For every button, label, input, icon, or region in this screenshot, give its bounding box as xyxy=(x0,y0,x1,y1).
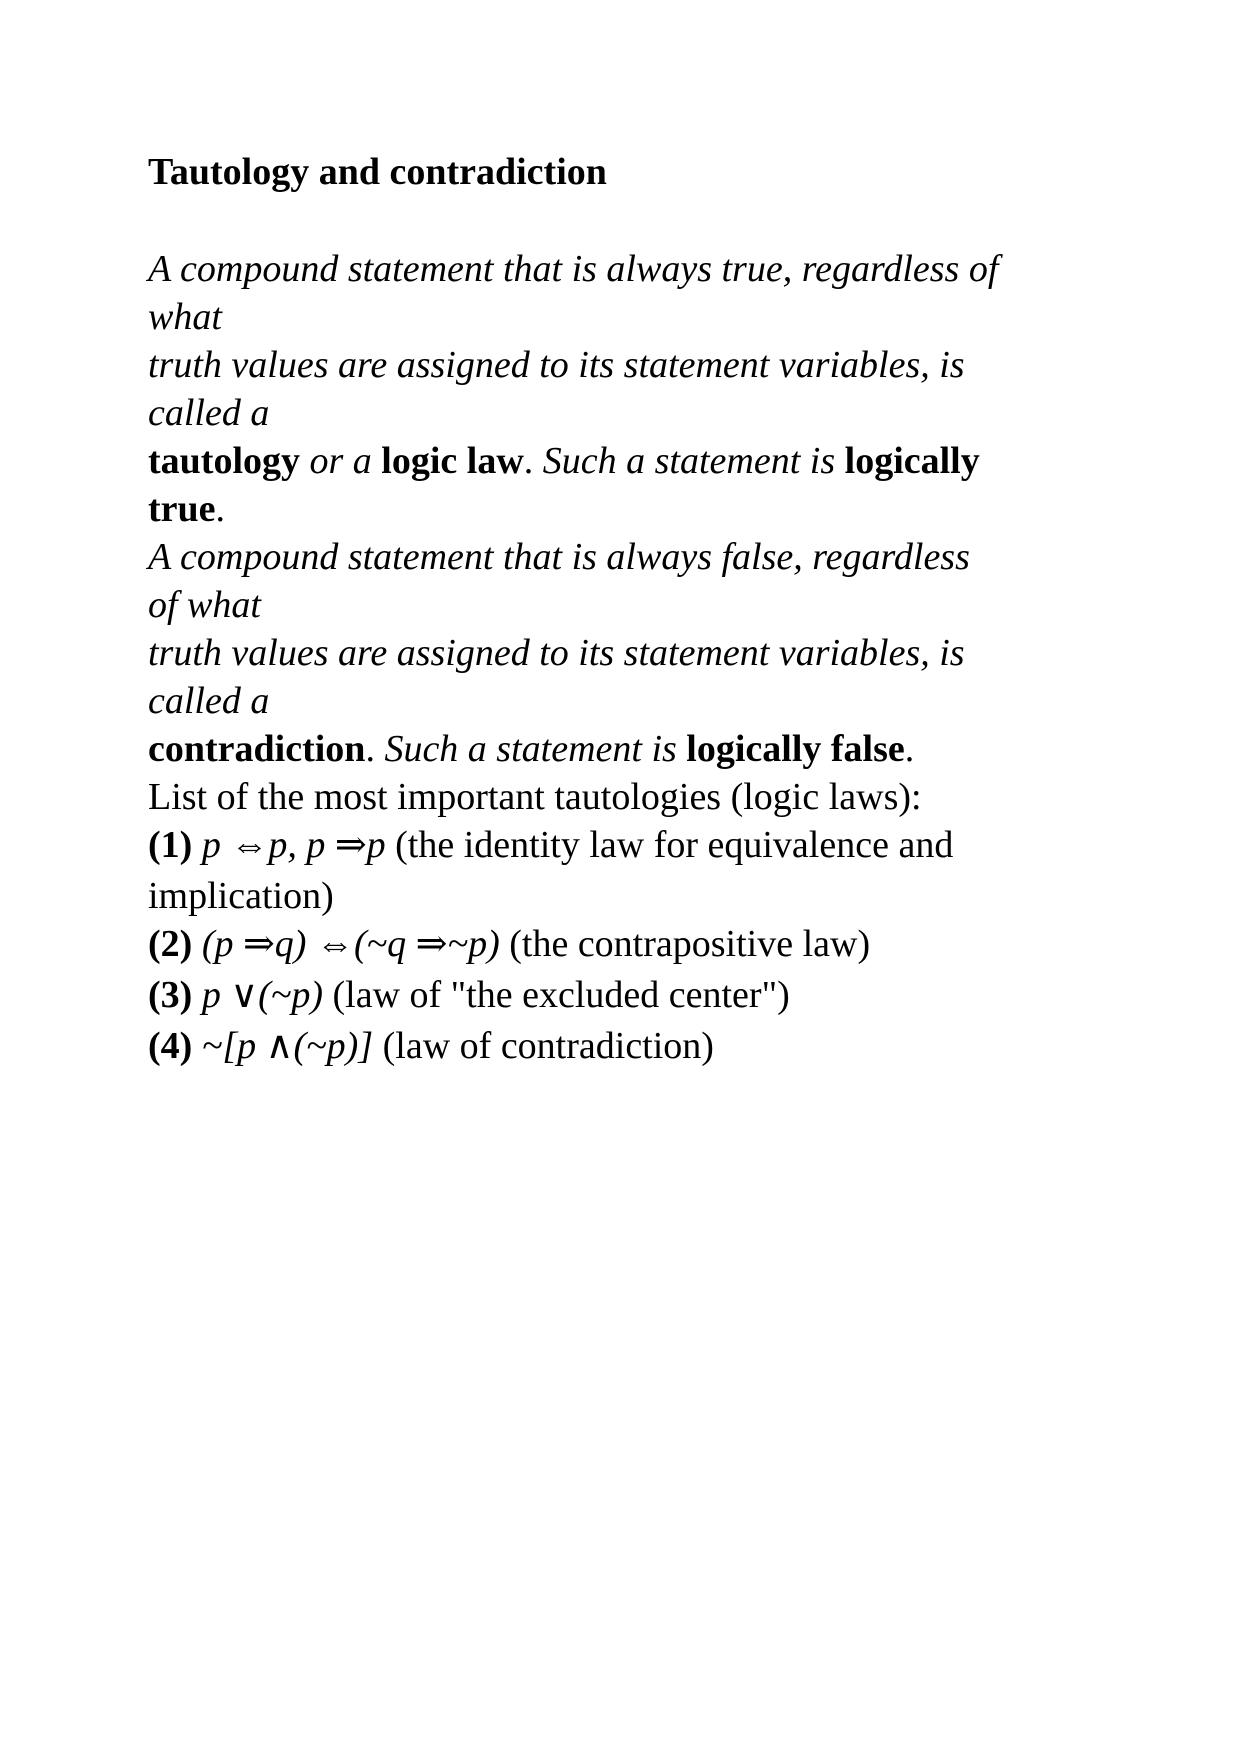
law-3 xyxy=(148,971,1108,1022)
contradiction-dot: . xyxy=(365,728,385,770)
law-1 xyxy=(148,821,1108,872)
tautology-dot: . xyxy=(523,440,543,482)
law-1-description: (the identity law for equivalence and xyxy=(385,824,954,866)
law-3-formula: p ∨(~p) xyxy=(201,974,323,1016)
law-2-formula: (p ⇒q) ⇔(~q ⇒~p) xyxy=(192,923,500,965)
tautology-end-dot: . xyxy=(215,488,226,530)
term-logically-false: logically false xyxy=(686,728,905,770)
law-1-continuation: implication) xyxy=(148,875,334,917)
term-tautology: tautology xyxy=(148,440,300,482)
tautology-sentence-2: Such a statement is xyxy=(542,440,845,482)
term-true: true xyxy=(148,488,216,530)
law-3-description: (law of "the excluded center") xyxy=(323,974,790,1016)
law-1-number: (1) xyxy=(148,824,193,866)
contradiction-def-line-2: of what xyxy=(148,584,261,626)
law-4-number: (4) xyxy=(148,1025,193,1067)
laws-intro: List of the most important tautologies (logic laws): xyxy=(148,776,922,818)
law-2 xyxy=(148,920,1108,971)
law-4 xyxy=(148,1022,1108,1073)
tautology-def-line-4: called a xyxy=(148,392,270,434)
law-2-description: (the contrapositive law) xyxy=(499,923,871,965)
term-logically: logically xyxy=(844,440,980,482)
term-contradiction: contradiction xyxy=(148,728,366,770)
contradiction-def-line-3: truth values are assigned to its statement variables, is xyxy=(148,632,965,674)
term-logic-law: logic law xyxy=(381,440,524,482)
contradiction-sentence-2: Such a statement is xyxy=(384,728,687,770)
tautology-def-line-2: what xyxy=(148,296,222,338)
tautology-def-line-5 xyxy=(148,437,1108,485)
law-1-formula: p ⇔p, p ⇒p xyxy=(201,824,386,866)
tautology-def-line-3: truth values are assigned to its statement variables, is xyxy=(148,344,965,386)
contradiction-def-line-4: called a xyxy=(148,680,270,722)
law-4-description: (law of contradiction) xyxy=(373,1025,714,1067)
contradiction-end-dot: . xyxy=(904,728,915,770)
tautology-join: or a xyxy=(300,440,382,482)
tautology-def-line-6 xyxy=(148,485,1108,533)
law-3-number: (3) xyxy=(148,974,193,1016)
law-4-formula: ~[p ∧(~p)] xyxy=(192,1025,374,1067)
contradiction-def-line-5 xyxy=(148,725,1108,773)
law-2-number: (2) xyxy=(148,923,193,965)
tautology-def-line-1: A compound statement that is always true, regardless of xyxy=(148,248,999,290)
document-body xyxy=(148,245,1108,1073)
contradiction-def-line-1: A compound statement that is always false, regardless xyxy=(148,536,970,578)
page-title: Tautology and contradiction xyxy=(148,151,607,193)
